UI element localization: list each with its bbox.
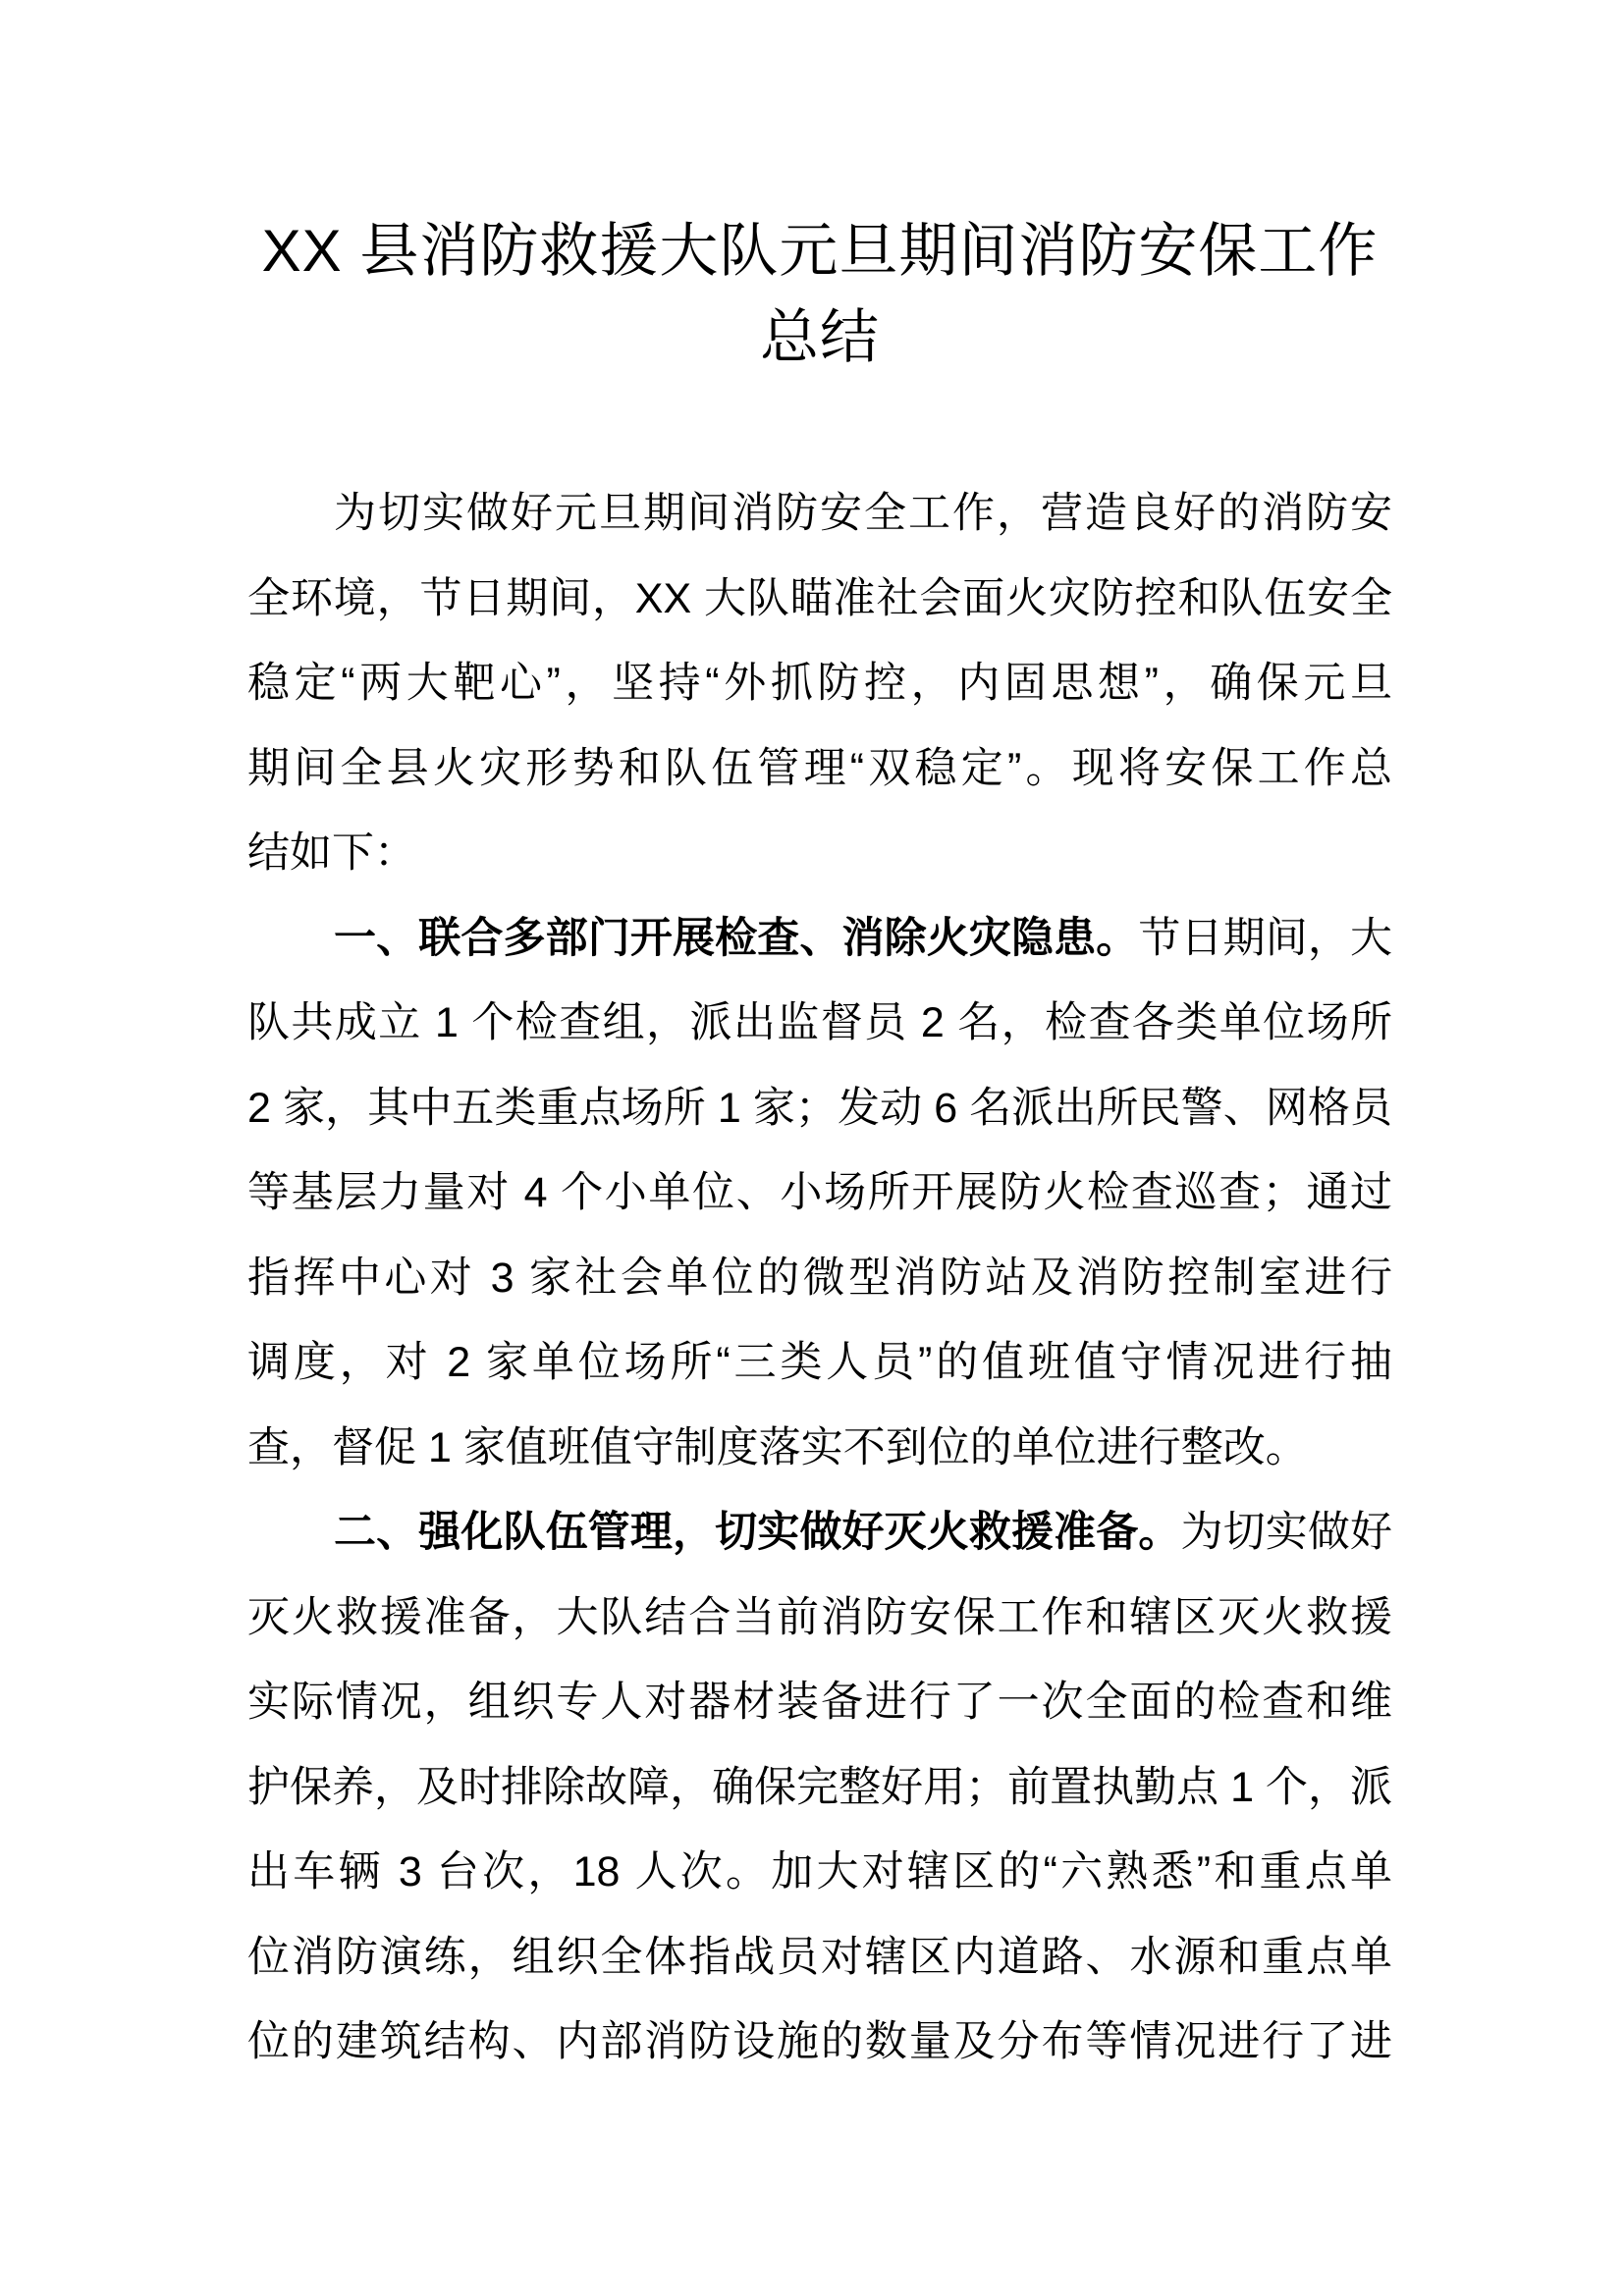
document-body bbox=[247, 471, 1392, 2085]
text-run: 实际情况，组织专人对器材装备进行了一次全面的检查和维 bbox=[247, 1679, 1392, 1726]
text-run: 稳定“两大靶心”，坚持“外抓防控，内固思想”，确保元旦 bbox=[247, 660, 1392, 707]
text-run: 调度，对 2 家单位场所“三类人员”的值班值守情况进行抽 bbox=[247, 1339, 1392, 1386]
text-line bbox=[247, 1406, 1392, 1491]
bold-text-run: 一、联合多部门开展检查、消除火灾隐患。 bbox=[334, 914, 1139, 962]
text-run: 全环境，节日期间，XX 大队瞄准社会面火灾防控和队伍安全 bbox=[247, 574, 1392, 622]
text-line bbox=[247, 1915, 1392, 2001]
text-run: 指挥中心对 3 家社会单位的微型消防站及消防控制室进行 bbox=[247, 1254, 1392, 1302]
bold-text-run: 二、强化队伍管理，切实做好灭火救援准备。 bbox=[334, 1509, 1181, 1556]
text-run: 灭火救援准备，大队结合当前消防安保工作和辖区灭火救援 bbox=[247, 1593, 1392, 1641]
text-line bbox=[247, 471, 1392, 557]
text-line bbox=[247, 1745, 1392, 1831]
text-run: 等基层力量对 4 个小单位、小场所开展防火检查巡查；通过 bbox=[247, 1169, 1392, 1216]
text-line bbox=[247, 1490, 1392, 1575]
text-line bbox=[247, 726, 1392, 812]
text-run: 2 家，其中五类重点场所 1 家；发动 6 名派出所民警、网格员 bbox=[247, 1084, 1392, 1132]
text-line bbox=[247, 1066, 1392, 1151]
paragraph-section-1 bbox=[247, 896, 1392, 1491]
text-run: 出车辆 3 台次，18 人次。加大对辖区的“六熟悉”和重点单 bbox=[247, 1848, 1392, 1896]
text-line bbox=[247, 1660, 1392, 1745]
text-run: 位消防演练，组织全体指战员对辖区内道路、水源和重点单 bbox=[247, 1933, 1392, 1981]
text-run: 护保养，及时排除故障，确保完整好用；前置执勤点 1 个，派 bbox=[247, 1763, 1392, 1811]
text-line bbox=[247, 641, 1392, 726]
text-line bbox=[247, 1320, 1392, 1406]
text-run: 结如下： bbox=[247, 829, 416, 877]
paragraph-intro bbox=[247, 471, 1392, 896]
text-line bbox=[247, 896, 1392, 982]
text-line bbox=[247, 557, 1392, 642]
text-run: 队共成立 1 个检查组，派出监督员 2 名，检查各类单位场所 bbox=[247, 999, 1392, 1046]
text-run: 查，督促 1 家值班值守制度落实不到位的单位进行整改。 bbox=[247, 1423, 1308, 1471]
text-run: 为切实做好 bbox=[1180, 1509, 1392, 1556]
text-run: 位的建筑结构、内部消防设施的数量及分布等情况进行了进 bbox=[247, 2018, 1392, 2065]
title-line-2: 总结 bbox=[760, 304, 880, 370]
text-run: 为切实做好元旦期间消防安全工作，营造良好的消防安 bbox=[334, 490, 1392, 537]
title-line-1: XX 县消防救援大队元旦期间消防安保工作 bbox=[261, 218, 1379, 284]
text-line bbox=[247, 2000, 1392, 2085]
text-line bbox=[247, 1236, 1392, 1321]
text-line bbox=[247, 1575, 1392, 1661]
paragraph-section-2 bbox=[247, 1490, 1392, 2085]
text-line bbox=[247, 1830, 1392, 1915]
document-title bbox=[247, 208, 1392, 381]
text-line bbox=[247, 1150, 1392, 1236]
text-run: 期间全县火灾形势和队伍管理“双稳定”。现将安保工作总 bbox=[247, 744, 1392, 792]
text-line bbox=[247, 981, 1392, 1066]
text-run: 节日期间，大 bbox=[1138, 914, 1392, 962]
text-line bbox=[247, 811, 1392, 896]
